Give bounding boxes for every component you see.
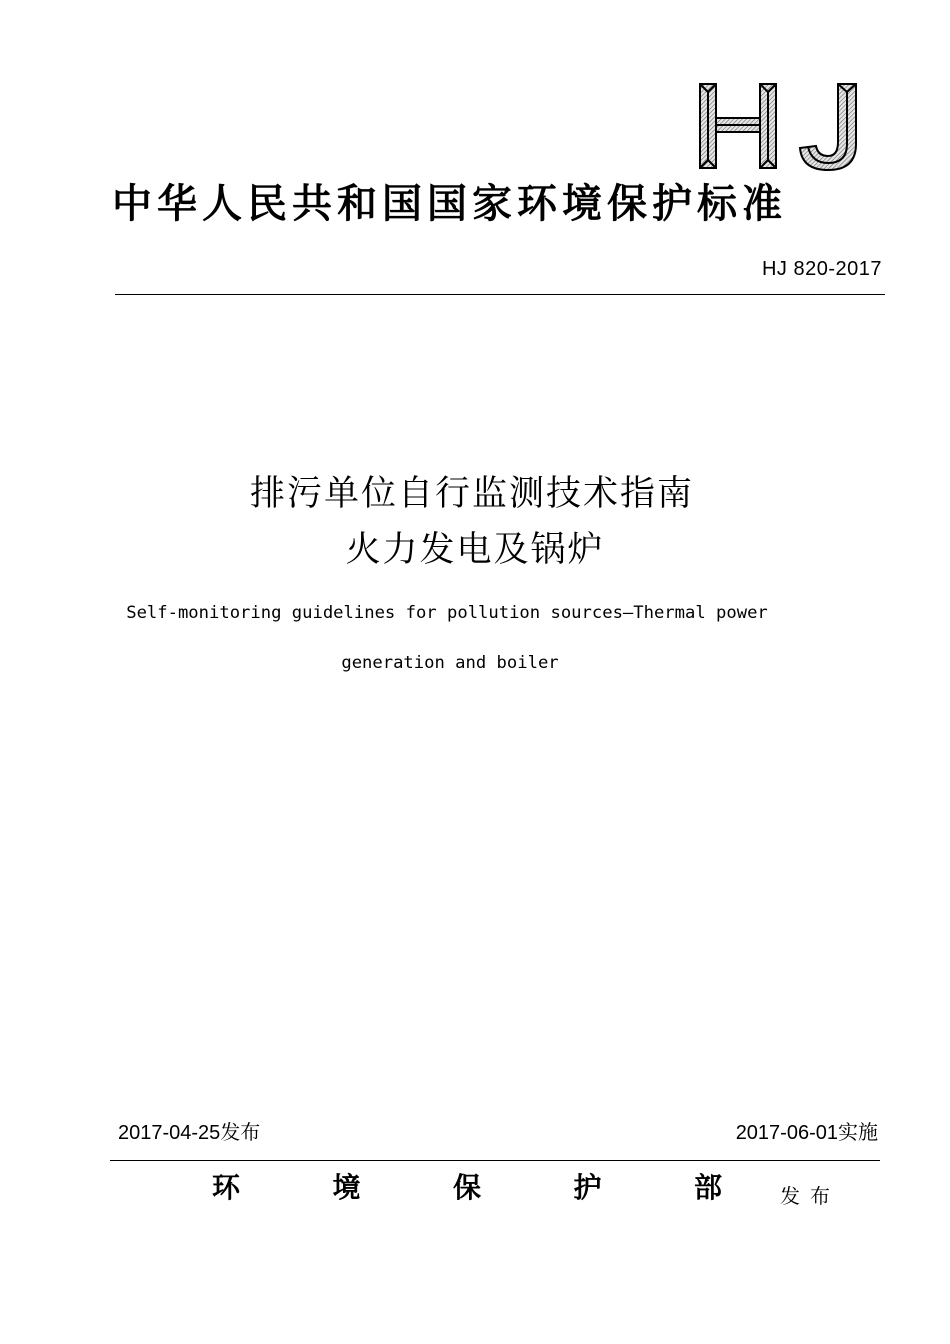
document-title-en-line2: generation and boiler: [341, 653, 559, 673]
publisher-char: 部: [693, 1171, 722, 1204]
implementation-date: 2017-06-01实施: [735, 1122, 878, 1144]
hj-standard-logo-icon: [696, 80, 866, 174]
publisher-char: 境: [332, 1171, 361, 1204]
document-title-cn-line2: 火力发电及锅炉: [345, 530, 605, 570]
document-title-en-line1: Self-monitoring guidelines for pollution sources—Thermal power: [126, 603, 768, 623]
publisher-char: 环: [212, 1171, 241, 1204]
standard-category-title: 中华人民共和国国家环境保护标准: [112, 180, 787, 227]
standard-number: HJ 820-2017: [761, 258, 882, 280]
issue-date: 2017-04-25发布: [118, 1122, 261, 1144]
publisher-name: [212, 1168, 722, 1208]
top-divider: [115, 294, 885, 295]
document-title-cn-line1: 排污单位自行监测技术指南: [249, 474, 694, 514]
publish-label: 发布: [780, 1184, 840, 1208]
bottom-divider: [110, 1160, 880, 1161]
publisher-char: 保: [452, 1171, 481, 1204]
publisher-char: 护: [573, 1171, 602, 1204]
